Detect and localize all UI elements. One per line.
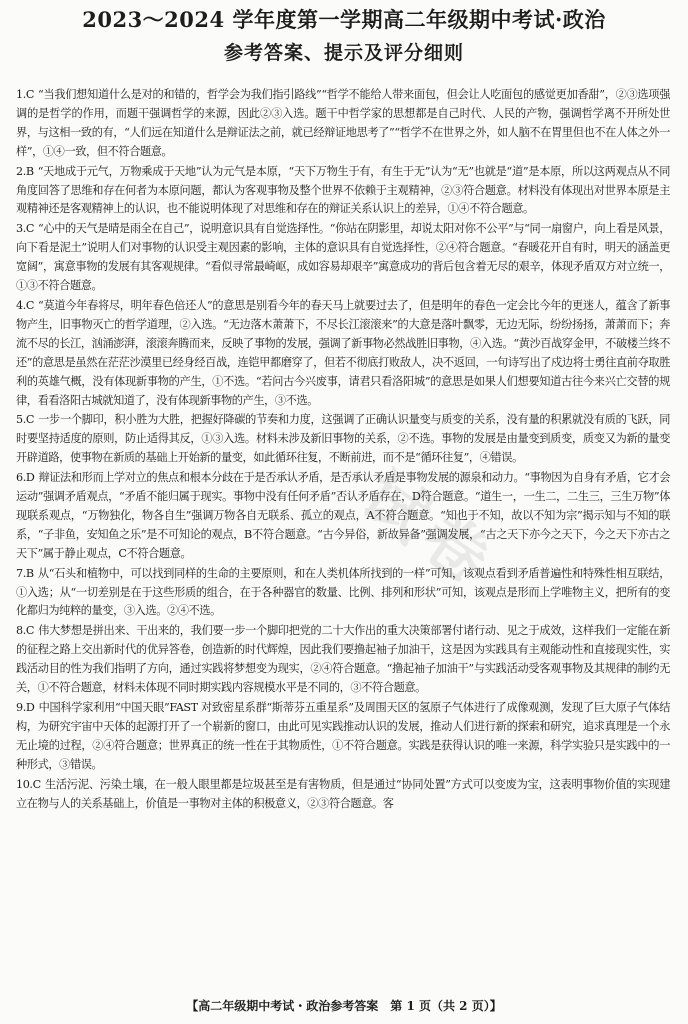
answer-explanation: “心中的天气是晴是雨全在自己”，说明意识具有自觉选择性。“你站在阴影里，却说太阳对你不公平”与“同一扇窗户，向上看是风景，向下看是泥土”说明人们对事物的认识受主观因素的影响，主体的意识具有自觉选择性，②④符合题意。“春暖花开自有时，明天的涵盖更宽阔”，寓意事物的发展有其客观规律。“看似寻常最崎岖，成如容易却艰辛”寓意成功的背后包含着无尽的艰辛，体现矛盾双方对立统一，①③不符合题意。 xyxy=(16,222,670,293)
answer-explanation: 从“石头和植物中，可以找到同样的生命的主要原则，和在人类机体所找到的一样”可知，该观点看到矛盾普遍性和特殊性相互联结，①入选；从“一切差别是在于这些形质的组合，在于各种器官的数量、比例、排列和形状”可知，该观点是形而上学唯物主义，把所有的变化都归为纯粹的量变，③入选。②④不选。 xyxy=(16,566,670,618)
answer-key: C xyxy=(25,624,35,638)
answer-key: D xyxy=(25,471,35,485)
answer-item xyxy=(16,565,670,622)
answer-key: C xyxy=(25,298,35,312)
answer-explanation: 中国科学家利用“中国天眼”FAST 对致密星系群“斯蒂芬五重星系”及周围天区的氢原子气体进行了成像观测，发现了巨大原子气体结构，为研究宇宙中天体的起源打开了一个崭新的窗口，由此可见实践推动认识的发展，推动人们进行新的探索和研究，追求真理是一个永无止境的过程，②④符合题意；世界真正的统一性在于其物质性，①不符合题意。实践是获得认识的唯一来源，科学实验只是实践中的一种形式，③错误。 xyxy=(16,701,670,771)
page-footer: 【高二年级期中考试・政治参考答案 第 1 页（共 2 页）】 xyxy=(186,999,502,1013)
answer-item xyxy=(16,699,670,775)
answer-key: C xyxy=(32,777,41,791)
answer-explanation: 辩证法和形而上学对立的焦点和根本分歧在于是否承认矛盾，是否承认矛盾是事物发展的源泉和动力。“事物因为自身有矛盾，它才会运动”强调矛盾观点，“矛盾不能归属于现实。事物中没有任何矛盾”否认矛盾存在，D符合题意。“道生一，一生二，二生三，三生万物”体现联系观点，“万物独化，物各自生”强调万物各自无联系、孤立的观点，A不符合题意。“知也于不知，故以不知为宗”揭示知与不知的联系，“子非鱼，安知鱼之乐”是不可知论的观点，B不符合题意。“古今异俗，新故异备”强调发展，“古之天下亦今之天下，今之天下亦古之天下”属于静止观点，C不符合题意。 xyxy=(16,471,670,560)
page-subtitle: 参考答案、提示及评分细则 xyxy=(223,42,464,64)
watermark: 试卷 xyxy=(348,458,510,603)
answer-number: 6. xyxy=(16,471,26,485)
answer-explanation: “天地成于元气，万物乘成于天地”认为元气是本原，“天下万物生于有，有生于无”认为“无”也就是“道”是本原，所以这两观点从不同角度回答了思维和存在何者为本原问题，都认为客观事物及整个世界不依赖于主观精神，②③符合题意。材料没有体现出对世界本原是主观精神还是客观精神上的认识，也不能说明体现了对思维和存在的辩证关系认识上的差异，①④不符合题意。 xyxy=(16,164,670,216)
answer-item xyxy=(16,411,670,468)
answer-key: B xyxy=(25,566,34,580)
answer-item xyxy=(16,622,670,698)
answer-item xyxy=(16,297,670,410)
answer-item xyxy=(16,469,670,564)
answer-number: 2. xyxy=(16,164,26,178)
answer-number: 3. xyxy=(16,222,26,236)
answer-number: 7. xyxy=(16,566,26,580)
answer-item xyxy=(16,776,670,814)
answer-explanation: 生活污泥、污染土壤，在一般人眼里都是垃圾甚至是有害物质，但是通过“协同处置”方式可以变废为宝，这表明事物价值的实现建立在物与人的关系基础上，价值是一事物对主体的积极意义，②③符合题意。客 xyxy=(16,777,670,810)
answer-item xyxy=(16,163,670,220)
answer-number: 10. xyxy=(16,777,33,791)
answer-key: C xyxy=(25,88,35,101)
answer-explanation: 一步一个脚印，积小胜为大胜，把握好降碳的节奏和力度，这强调了正确认识量变与质变的关系，没有量的积累就没有质的飞跃，同时要坚持适度的原则，防止适得其反，①③入选。材料未涉及新旧事物的关系，②不选。事物的发展是由量变到质变，质变又为新的量变开辟道路，使事物在新质的基础上开始新的量变，如此循环往复，不断前进，而不是“循环往复”，④错误。 xyxy=(16,413,670,465)
answers-body xyxy=(16,86,670,814)
answer-key: D xyxy=(25,701,35,714)
answer-key: C xyxy=(25,222,35,236)
answer-item xyxy=(16,220,670,296)
answer-number: 1. xyxy=(16,88,26,101)
page-title: 2023～2024 学年度第一学期高二年级期中考试·政治 xyxy=(82,7,606,32)
answer-explanation: “当我们想知道什么是对的和错的，哲学会为我们指引路线”“哲学不能给人带来面包，但会让人吃面包的感觉更加香甜”，②③选项强调的是哲学的作用，而题干强调哲学的来源，因此②③入选。题干中哲学家的思想都是自己时代、人民的产物，强调哲学离不开所处世界，与这相一致的有，“人们远在知道什么是辩证法之前，就已经辩证地思考了”“哲学不在世界之外，如人脑不在胃里但也不在人体之外一样”，①④一致，但不符合题意。 xyxy=(16,88,670,158)
answer-number: 8. xyxy=(16,624,26,638)
answer-explanation: 伟大梦想是拼出来、干出来的，我们要一步一个脚印把党的二十大作出的重大决策部署付诸行动、见之于成效，这样我们一定能在新的征程之路上交出新时代的优异答卷，创造新的时代辉煌，因此我们要撸起袖子加油干，这是因为实践具有主观能动性和直接现实性，实践活动目的性为我们指明了方向，通过实践将梦想变为现实，②④符合题意。“撸起袖子加油干”与实践活动受客观事物及其规律的制约无关，①不符合题意，材料未体现不同时期实践内容规模水平是不同的，③不符合题意。 xyxy=(16,624,670,695)
answer-key: B xyxy=(25,164,34,178)
answer-number: 9. xyxy=(16,701,26,714)
answer-number: 5. xyxy=(16,413,26,427)
answer-key: C xyxy=(25,413,35,427)
answer-item xyxy=(16,86,670,162)
answer-number: 4. xyxy=(16,298,26,312)
answer-explanation: “莫道今年春将尽，明年春色倍还人”的意思是别看今年的春天马上就要过去了，但是明年的春色一定会比今年的更迷人，蕴含了新事物产生，旧事物灭亡的哲学道理，②入选。“无边落木萧萧下，不尽长江滚滚来”的大意是落叶飘零，无边无际，纷纷扬扬，萧萧而下；奔流不尽的长江，汹涌澎湃，滚滚奔腾而来，反映了事物的发展，强调了新事物必然战胜旧事物，④入选。“黄沙百战穿金甲，不破楼兰终不还”的意思是虽然在茫茫沙漠里已经身经百战，连铠甲都磨穿了，但若不彻底打败敌人，决不返回，一句诗写出了戍边将士勇往直前夺取胜利的英雄气概，没有体现新事物的产生，①不选。“若问古今兴废事，请君只看洛阳城”的意思是如果人们想要知道古往今来兴亡交替的规律，看看洛阳古城就知道了，没有体现新事物的产生，③不选。 xyxy=(16,298,670,407)
